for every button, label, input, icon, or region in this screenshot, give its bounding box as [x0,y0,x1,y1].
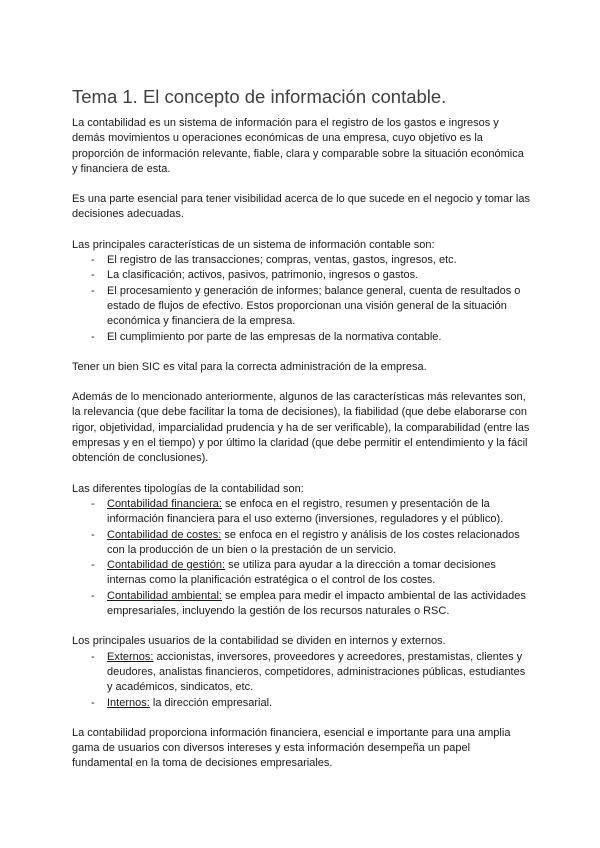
list-item: - El registro de las transacciones; compras, ventas, gastos, ingresos, etc. [72,253,532,268]
list-item [72,650,532,696]
users-intro: Los principales usuarios de la contabilidad se dividen en internos y externos. [72,635,446,648]
term-label: Internos: [107,696,150,709]
characteristics-intro: Las principales características de un sistema de información contable son: [72,238,435,251]
users-list [72,650,532,711]
typologies-intro: Las diferentes tipologías de la contabilidad son: [72,482,304,495]
paragraph-sic: Tener un bien SIC es vital para la correcta administración de la empresa. [72,360,427,373]
term-description: accionistas, inversores, proveedores y acreedores, prestamistas, clientes y deudores, analistas financieros, competidores, administraciones públicas, estudiantes y académicos, sindicatos, etc. [107,650,526,694]
term-description: la dirección empresarial. [149,696,273,709]
paragraph-purpose: Es una parte esencial para tener visibilidad acerca de lo que sucede en el negocio y tomar las decisiones adecuadas. [72,193,530,221]
paragraph-qualities: Además de lo mencionado anteriormente, algunos de las características más relevantes son, la relevancia (que debe facilitar la toma de decisiones), la fiabilidad (que debe elaborarse con rigor, objetividad, imparcialidad prudencia y ha de ser verificable), la comparabilidad (entre las empresas y en el tiempo) y por último la claridad (que debe permitir el entendimiento y la fácil obtención de conclusiones). [72,391,530,465]
list-item [72,696,532,711]
term-description: se emplea para medir el impacto ambiental de las actividades empresariales, incluyendo la gestión de los recursos naturales o RSC. [107,589,526,618]
term-label: Externos: [107,650,154,663]
term-label: Contabilidad financiera: [107,497,222,510]
term-label: Contabilidad de costes: [107,528,222,541]
typologies-list [72,497,532,619]
list-item [72,528,532,559]
term-label: Contabilidad de gestión: [107,559,226,572]
list-item: - La clasificación; activos, pasivos, patrimonio, ingresos o gastos. [72,268,532,283]
list-item [72,558,532,589]
characteristics-list [72,253,532,345]
paragraph-conclusion: La contabilidad proporciona información financiera, esencial e importante para una amplia gama de usuarios con diversos intereses y esta información desempeña un papel fundamental en la toma de decisiones empresariales. [72,726,511,770]
page-title: Tema 1. El concepto de información contable. [72,86,447,107]
paragraph-definition: La contabilidad es un sistema de información para el registro de los gastos e ingresos y demás movimientos u operaciones económicas de una empresa, cuyo objetivo es la proporción de información relevante, fiable, clara y comparable sobre la situación económica y financiera de esta. [72,117,524,175]
term-label: Contabilidad ambiental: [107,589,222,602]
list-item [72,497,532,528]
list-item: - El cumplimiento por parte de las empresas de la normativa contable. [72,330,532,345]
list-item: - El procesamiento y generación de informes; balance general, cuenta de resultados o estado de flujos de efectivo. Estos proporcionan una visión general de la situación económica y financiera de la empresa. [72,284,532,330]
term-description: se enfoca en el registro, resumen y presentación de la información financiera para el uso externo (inversiones, reguladores y el público). [107,497,504,526]
list-item [72,589,532,620]
term-description: se enfoca en el registro y análisis de los costes relacionados con la producción de un bien o la prestación de un servicio. [107,528,520,556]
term-description: se utiliza para ayudar a la dirección a tomar decisiones internas como la planificación estratégica o el control de los costes. [107,559,496,587]
